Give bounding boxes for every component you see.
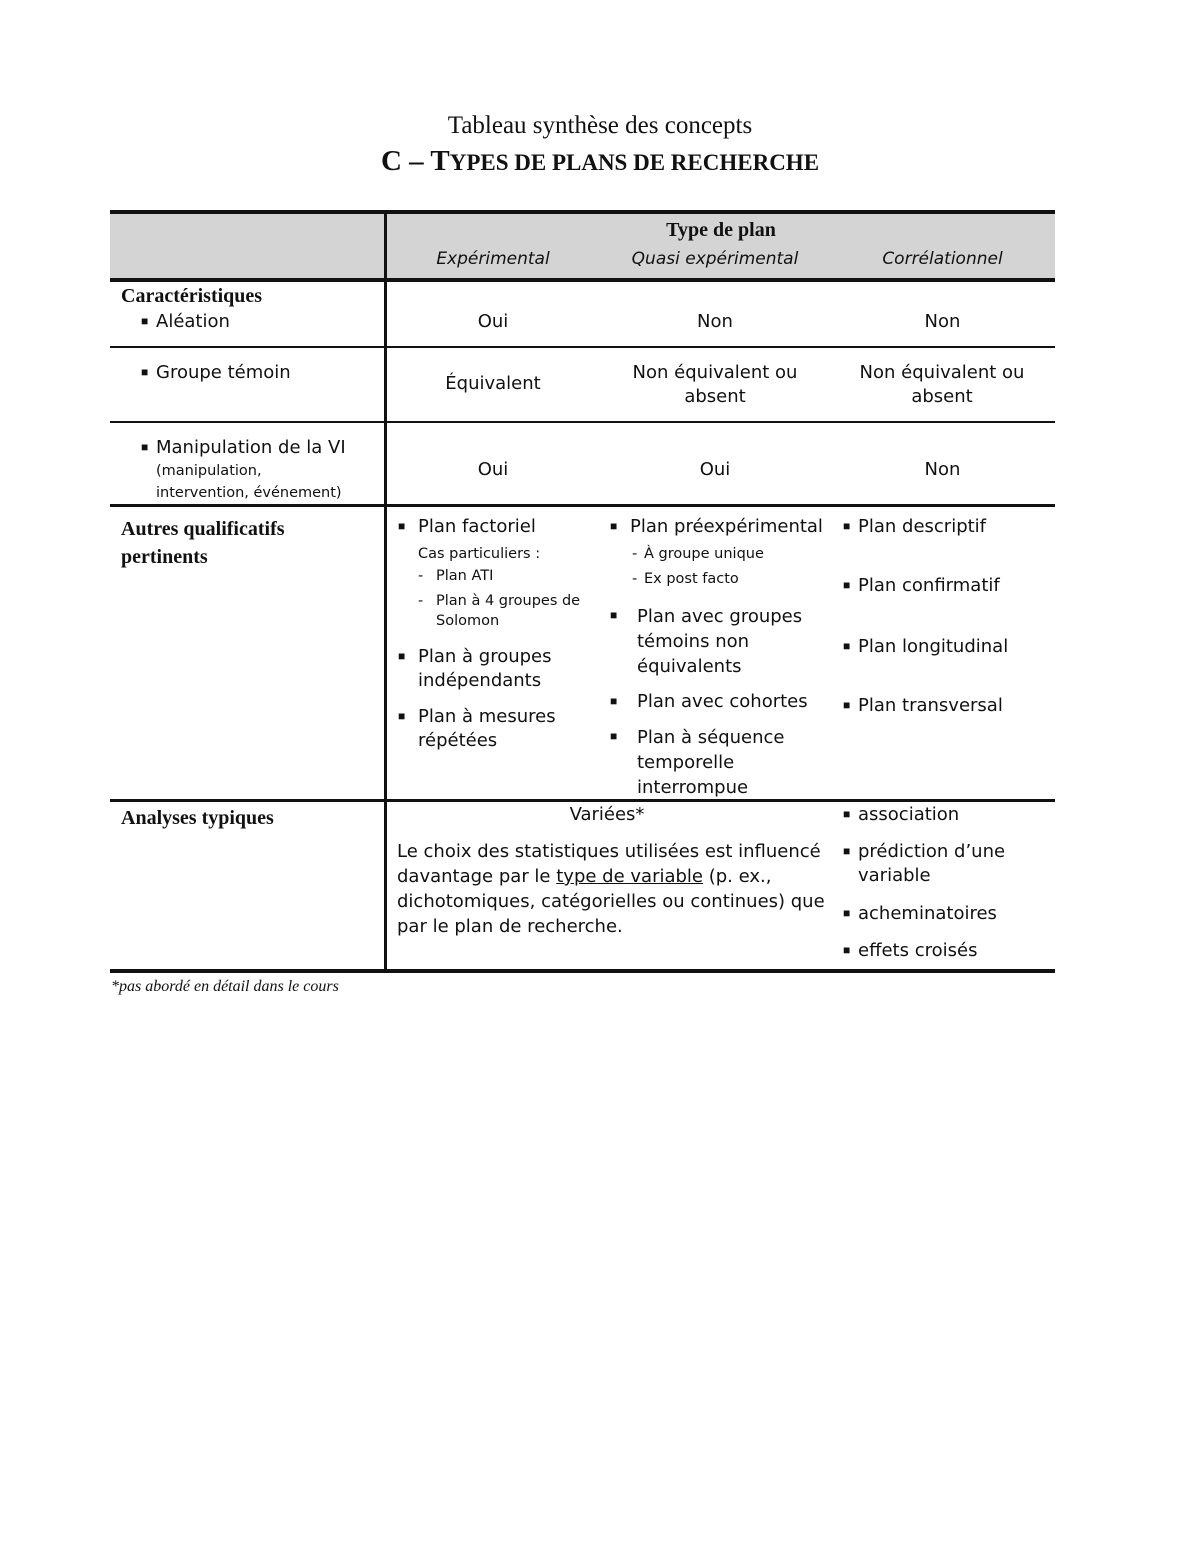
analyses-text: par le plan de recherche. (397, 916, 623, 937)
analyses-text: dichotomiques, catégorielles ou continues) que (397, 891, 825, 912)
cell-groupe-temoin-correlationnel: Non équivalent ou absent (859, 362, 1025, 407)
list-item: Plan avec cohortes (637, 691, 808, 712)
bullet-icon: ■ (843, 807, 851, 821)
subtitle-prefix: C – T (380, 145, 450, 177)
dash-icon: - (632, 571, 638, 587)
bullet-icon: ■ (610, 608, 618, 622)
analyses-text (397, 865, 771, 889)
section-rule (110, 799, 1055, 802)
bullet-icon: ■ (610, 729, 618, 743)
row-label-groupe-temoin: Groupe témoin (156, 362, 291, 383)
column-header-quasi: Quasi expérimental (631, 249, 799, 269)
row-label-caracteristiques: Caractéristiques (121, 285, 263, 307)
analyses-text-part: davantage par le (397, 866, 557, 887)
list-item: Plan préexpérimental (630, 516, 823, 537)
list-item: prédiction d’une variable (858, 841, 1006, 886)
list-subitem: Plan à 4 groupes de Solomon (436, 593, 581, 629)
bullet-icon: ■ (843, 639, 851, 653)
list-item: Plan à séquence temporelle interrompue (637, 727, 785, 798)
analyses-text: Le choix des statistiques utilisées est influencé (397, 841, 821, 862)
dash-icon: - (418, 568, 424, 584)
header-group-label: Type de plan (666, 219, 776, 241)
row-divider (110, 421, 1055, 423)
list-item: association (858, 804, 960, 825)
analyses-text-part: (p. ex., (703, 866, 772, 887)
cell-aleation-experimental: Oui (477, 311, 509, 332)
table-bottom-rule (110, 969, 1055, 973)
bullet-icon: ■ (398, 649, 406, 663)
row-label-autres-qualificatifs: Autres qualificatifs pertinents (121, 518, 285, 568)
row-label-analyses-typiques: Analyses typiques (121, 807, 274, 829)
bullet-icon: ■ (610, 519, 618, 533)
bullet-icon: ■ (843, 578, 851, 592)
cell-groupe-temoin-quasi: Non équivalent ou absent (632, 362, 798, 407)
cas-particuliers-label: Cas particuliers : (418, 546, 541, 562)
subtitle-rest: YPES DE PLANS DE RECHERCHE (449, 150, 820, 175)
list-item: acheminatoires (858, 903, 997, 924)
bullet-icon: ■ (843, 844, 851, 858)
section-rule (110, 504, 1055, 507)
list-item: Plan longitudinal (858, 636, 1009, 657)
footnote: *pas abordé en détail dans le cours (111, 978, 339, 995)
bullet-icon: ■ (843, 698, 851, 712)
bullet-icon: ■ (843, 943, 851, 957)
list-item: Plan à groupes indépendants (418, 646, 552, 691)
list-subitem: Ex post facto (644, 571, 739, 587)
analyses-variees: Variées* (569, 804, 645, 825)
cell-manipulation-experimental: Oui (477, 459, 509, 480)
list-item: Plan descriptif (858, 516, 987, 537)
column-header-experimental: Expérimental (436, 249, 550, 269)
row-label-aleation: Aléation (156, 311, 230, 332)
cell-aleation-correlationnel: Non (924, 311, 961, 332)
bullet-icon: ■ (398, 709, 406, 723)
bullet-icon: ■ (843, 519, 851, 533)
cell-manipulation-quasi: Oui (699, 459, 731, 480)
dash-icon: - (418, 593, 424, 609)
manipulation-note: (manipulation, (156, 463, 262, 479)
document-title: Tableau synthèse des concepts (447, 112, 753, 139)
manipulation-note: intervention, événement) (156, 485, 342, 501)
header-bottom-rule (110, 278, 1055, 282)
dash-icon: - (632, 546, 638, 562)
bullet-icon: ■ (141, 314, 149, 328)
table-top-rule (110, 210, 1055, 214)
bullet-icon: ■ (141, 440, 149, 454)
bullet-icon: ■ (141, 365, 149, 379)
list-item: Plan factoriel (418, 516, 536, 537)
list-subitem: Plan ATI (436, 568, 494, 584)
list-item: Plan avec groupes témoins non équivalents (637, 606, 803, 677)
column-header-correlationnel: Corrélationnel (882, 249, 1003, 269)
list-item: Plan à mesures répétées (418, 706, 556, 751)
document-subtitle (0, 145, 1200, 178)
cell-groupe-temoin-experimental: Équivalent (445, 373, 541, 394)
list-item: effets croisés (858, 940, 978, 961)
bullet-icon: ■ (610, 694, 618, 708)
bullet-icon: ■ (398, 519, 406, 533)
row-divider (110, 346, 1055, 348)
bullet-icon: ■ (843, 906, 851, 920)
list-item: Plan transversal (858, 695, 1003, 716)
row-label-manipulation: Manipulation de la VI (156, 437, 346, 458)
list-item: Plan confirmatif (858, 575, 1000, 596)
list-subitem: À groupe unique (644, 546, 764, 562)
cell-aleation-quasi: Non (697, 311, 733, 332)
type-de-variable-underline: type de variable (556, 866, 704, 887)
cell-manipulation-correlationnel: Non (924, 459, 961, 480)
